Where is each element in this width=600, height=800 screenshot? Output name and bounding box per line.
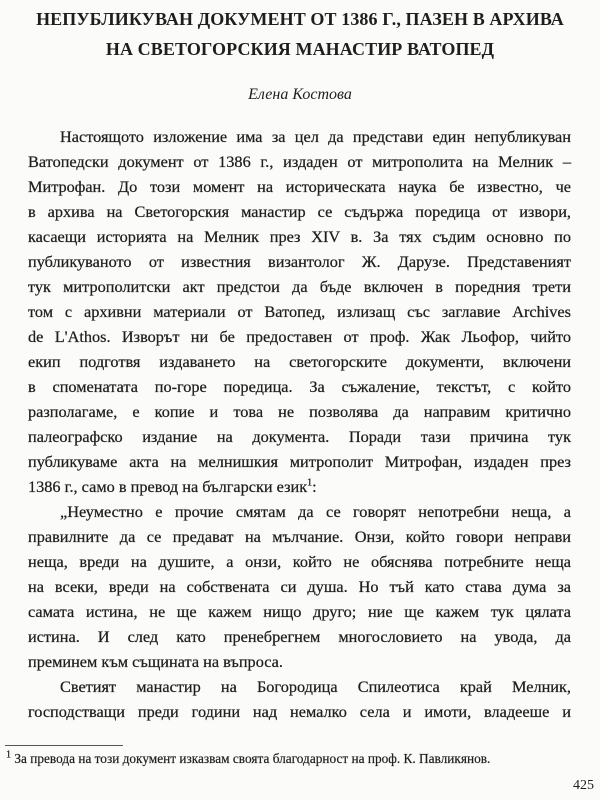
- text-line: [28, 474, 571, 499]
- text-line: касаещи историята на Мелник през XIV в. За тях съдим основно по: [28, 227, 571, 246]
- text-line: Настоящото изложение има за цел да представи един непубликуван: [60, 127, 571, 146]
- text-line: Ватопедски документ от 1386 г., издаден от митрополита на Мелник –: [28, 152, 571, 171]
- text-line: Светият манастир на Богородица Спилеотиса край Мелник,: [60, 677, 571, 696]
- article-title-line-2: НА СВЕТОГОРСКИЯ МАНАСТИР ВАТОПЕД: [105, 39, 495, 59]
- text-line: Митрофан. До този момент на историческата наука бе известно, че: [28, 177, 571, 196]
- author-name: Елена Костова: [248, 86, 352, 103]
- text-line: на всеки, вреди на собствената си душа. Но тъй като става дума за: [28, 577, 571, 596]
- text-line: палеографско издание на документа. Поради тази причина тук: [28, 427, 571, 446]
- text-line-content: 1386 г., само в превод на български език: [28, 477, 308, 496]
- text-line: самата истина, не ще кажем нищо друго; ние ще кажем тук цялата: [28, 602, 571, 621]
- text-line: de L'Athos. Изворът ни бе предоставен от проф. Жак Льофор, чийто: [28, 327, 571, 346]
- footnote-reference[interactable]: 1: [307, 477, 313, 489]
- text-line: неща, вреди на душите, а онзи, който не обяснява потребните неща: [28, 552, 571, 571]
- text-line: преминем към същината на въпроса.: [28, 652, 283, 671]
- article-title-line-1: НЕПУБЛИКУВАН ДОКУМЕНТ ОТ 1386 Г., ПАЗЕН В АРХИВА: [36, 9, 564, 29]
- text-line: публикуваното от известния византолог Ж. Дарузе. Представеният: [28, 252, 571, 271]
- text-line: в споменатата по-горе поредица. За съжаление, текстът, с който: [28, 377, 571, 396]
- page-number: 425: [573, 778, 594, 793]
- text-line: екип подготвя издаването на светогорските документи, включени: [28, 352, 571, 371]
- text-line: „Неуместно е прочие смятам да се говорят непотребни неща, а: [60, 502, 571, 521]
- text-line: в архива на Светогорския манастир се съдържа поредица от извори,: [28, 202, 571, 221]
- footnote-marker: 1: [6, 749, 11, 761]
- colon: :: [312, 477, 317, 496]
- text-line: тук митрополитски акт предстои да бъде включен в поредния трети: [28, 277, 571, 296]
- text-line: разполагаме, е копие и това не позволява да направим критично: [28, 402, 571, 421]
- text-line: истина. И след като пренебрегнем многословието на увода, да: [28, 627, 571, 646]
- footnote-divider: [5, 745, 123, 746]
- text-line: том с архивни материали от Ватопед, излизащ със заглавие Archives: [28, 302, 571, 321]
- footnote-text: За превода на този документ изказвам своята благодарност на проф. К. Павликянов.: [11, 751, 491, 766]
- body-text: [28, 124, 571, 724]
- text-line: господстващи преди години над немалко села и имоти, владееше и: [28, 702, 571, 721]
- text-line: публикуваме акта на мелнишкия митрополит Митрофан, издаден през: [28, 452, 571, 471]
- text-line: правилните да се предават на мълчание. Онзи, който говори неправи: [28, 527, 571, 546]
- footnote: [6, 751, 490, 767]
